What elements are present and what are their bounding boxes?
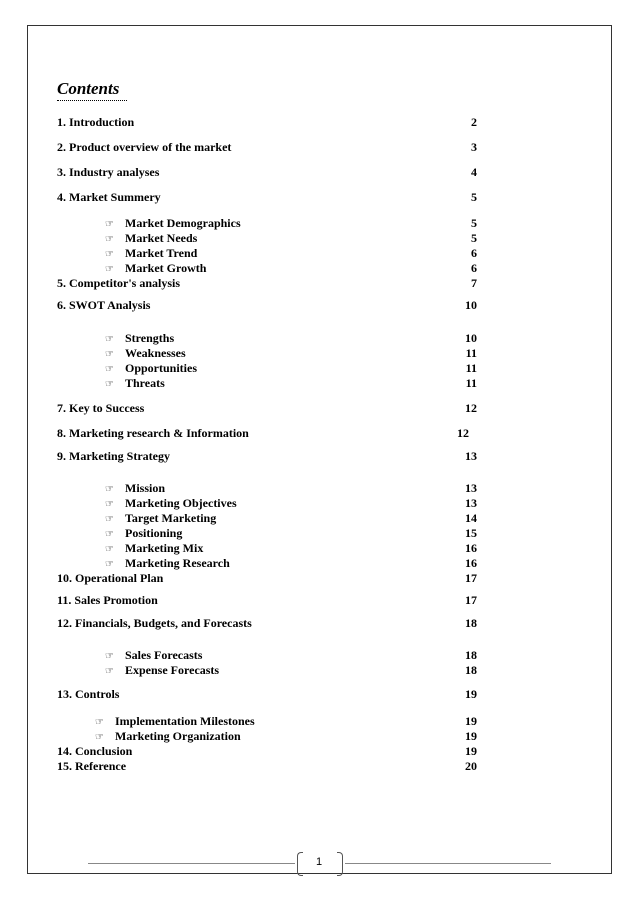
toc-entry-text: Marketing Research [125, 556, 230, 570]
toc-entry-page: 2 [471, 115, 477, 129]
toc-entry-page: 14 [465, 511, 477, 525]
toc-entry-page: 5 [471, 190, 477, 204]
toc-subentry [57, 526, 477, 540]
toc-subentry [57, 231, 477, 245]
toc-entry-page: 19 [465, 714, 477, 728]
footer-rule-right [345, 863, 551, 864]
toc-entry-page: 12 [465, 401, 477, 415]
toc-entry-text: 7. Key to Success [57, 401, 145, 415]
toc-entry-label [57, 759, 126, 773]
toc-entry-page: 13 [465, 496, 477, 510]
pointing-hand-icon: ☞ [105, 334, 114, 345]
toc-entry-text: 9. Marketing Strategy [57, 449, 170, 463]
toc-entry-label [105, 481, 165, 497]
toc-entry [57, 165, 477, 179]
toc-entry-page: 18 [465, 648, 477, 662]
toc-entry-label [57, 115, 134, 129]
toc-subentry [57, 511, 477, 525]
toc-entry-text: Target Marketing [125, 511, 217, 525]
toc-subentry [57, 663, 477, 677]
toc-entry-label [95, 729, 241, 745]
toc-entry-text: 1. Introduction [57, 115, 135, 129]
toc-entry [57, 593, 477, 607]
toc-entry-text: Expense Forecasts [125, 663, 220, 677]
toc-entry-label [105, 648, 202, 664]
toc-entry-label [105, 526, 182, 542]
toc-entry [57, 298, 477, 312]
toc-entry-label [57, 744, 132, 758]
toc-entry [57, 276, 477, 290]
toc-entry-text: Marketing Organization [115, 729, 241, 743]
pointing-hand-icon: ☞ [105, 544, 114, 555]
toc-entry-label [105, 216, 241, 232]
pointing-hand-icon: ☞ [105, 349, 114, 360]
toc-entry-text: Positioning [125, 526, 183, 540]
toc-entry-page: 13 [465, 481, 477, 495]
toc-subentry [57, 361, 477, 375]
toc-subentry [57, 246, 477, 260]
toc-entry-page: 19 [465, 687, 477, 701]
pointing-hand-icon: ☞ [105, 234, 114, 245]
toc-entry-text: Implementation Milestones [115, 714, 255, 728]
toc-entry-label [105, 541, 203, 557]
toc-entry-label [57, 298, 150, 312]
toc-entry-label [105, 496, 237, 512]
pointing-hand-icon: ☞ [105, 499, 114, 510]
pointing-hand-icon: ☞ [105, 249, 114, 260]
pointing-hand-icon: ☞ [105, 559, 114, 570]
toc-subentry [57, 376, 477, 390]
toc-entry-page: 18 [465, 663, 477, 677]
toc-entry-text: 4. Market Summery [57, 190, 161, 204]
toc-entry-label [57, 687, 119, 701]
pointing-hand-icon: ☞ [105, 514, 114, 525]
pointing-hand-icon: ☞ [105, 651, 114, 662]
toc-subentry [57, 648, 477, 662]
toc-entry-text: Market Growth [125, 261, 207, 275]
toc-entry-page: 6 [471, 261, 477, 275]
toc-entry-label [57, 140, 231, 154]
pointing-hand-icon: ☞ [105, 219, 114, 230]
toc-entry [57, 687, 477, 701]
pointing-hand-icon: ☞ [95, 732, 104, 743]
toc-entry-page: 3 [471, 140, 477, 154]
toc-entry-page: 11 [465, 376, 477, 390]
footer-bracket-right [337, 852, 343, 876]
footer-bracket-left [297, 852, 303, 876]
toc-entry-page: 18 [465, 616, 477, 630]
toc-entry-page: 4 [471, 165, 477, 179]
footer-rule-left [88, 863, 295, 864]
toc-entry-label [57, 190, 161, 204]
toc-entry-label [105, 261, 206, 277]
toc-entry-page: 10 [465, 298, 477, 312]
toc-entry-text: 6. SWOT Analysis [57, 298, 151, 312]
page-number: 1 [315, 856, 323, 868]
toc-entry-page: 19 [465, 744, 477, 758]
toc-entry-label [105, 556, 230, 572]
toc-entry-text: Market Demographics [125, 216, 241, 230]
toc-entry-text: 3. Industry analyses [57, 165, 160, 179]
contents-heading: Contents [57, 79, 120, 98]
toc-entry-label [57, 165, 159, 179]
toc-entry-label [105, 361, 197, 377]
toc-subentry [57, 216, 477, 230]
toc-entry-page: 5 [471, 231, 477, 245]
pointing-hand-icon: ☞ [105, 264, 114, 275]
toc-entry-text: Threats [125, 376, 165, 390]
toc-entry-text: Market Trend [125, 246, 198, 260]
toc-entry-label [95, 714, 255, 730]
toc-entry-label [105, 246, 197, 262]
toc-entry-page: 15 [465, 526, 477, 540]
toc-entry-page: 19 [465, 729, 477, 743]
toc-subentry [57, 729, 477, 743]
toc-entry-page: 6 [471, 246, 477, 260]
toc-entry-label [57, 571, 163, 585]
toc-entry [57, 190, 477, 204]
heading-underline [57, 100, 127, 101]
toc-entry-text: 5. Competitor's analysis [57, 276, 180, 290]
toc-entry-text: 12. Financials, Budgets, and Forecasts [57, 616, 252, 630]
toc-entry [57, 744, 477, 758]
toc-entry [57, 140, 477, 154]
toc-entry-text: 10. Operational Plan [57, 571, 164, 585]
toc-entry-label [105, 231, 197, 247]
toc-entry-label [57, 449, 170, 463]
toc-subentry [57, 331, 477, 345]
pointing-hand-icon: ☞ [105, 364, 114, 375]
toc-entry-text: 2. Product overview of the market [57, 140, 232, 154]
toc-entry-page: 10 [465, 331, 477, 345]
toc-entry-text: Opportunities [125, 361, 198, 375]
toc-entry-label [105, 346, 186, 362]
pointing-hand-icon: ☞ [95, 717, 104, 728]
toc-entry [57, 571, 477, 585]
toc-subentry [57, 481, 477, 495]
toc-entry-label [57, 616, 252, 630]
toc-entry-label [57, 593, 158, 607]
toc-entry-label [57, 401, 144, 415]
toc-entry-page: 13 [465, 449, 477, 463]
toc-entry-label [57, 276, 180, 290]
toc-entry-label [57, 426, 249, 440]
toc-subentry [57, 261, 477, 275]
toc-entry-text: Weaknesses [125, 346, 186, 360]
toc-entry-text: Sales Forecasts [125, 648, 203, 662]
toc-entry [57, 426, 477, 440]
toc-entry-text: 11. Sales Promotion [57, 593, 158, 607]
pointing-hand-icon: ☞ [105, 666, 114, 677]
toc-entry-label [105, 376, 165, 392]
toc-entry-text: 15. Reference [57, 759, 127, 773]
toc-entry [57, 759, 477, 773]
toc-entry-page: 16 [465, 541, 477, 555]
toc-entry-text: Marketing Objectives [125, 496, 237, 510]
toc-entry-text: 8. Marketing research & Information [57, 426, 249, 440]
pointing-hand-icon: ☞ [105, 484, 114, 495]
toc-entry [57, 401, 477, 415]
pointing-hand-icon: ☞ [105, 529, 114, 540]
toc-subentry [57, 714, 477, 728]
toc-entry-label [105, 331, 174, 347]
toc-entry-page: 17 [465, 571, 477, 585]
toc-entry-text: Marketing Mix [125, 541, 204, 555]
toc-entry-page: 16 [465, 556, 477, 570]
pointing-hand-icon: ☞ [105, 379, 114, 390]
toc-entry-text: 14. Conclusion [57, 744, 133, 758]
toc-entry [57, 449, 477, 463]
toc-subentry [57, 556, 477, 570]
toc-entry-text: Mission [125, 481, 166, 495]
toc-subentry [57, 541, 477, 555]
toc-entry-page: 11 [465, 361, 477, 375]
toc-entry [57, 115, 477, 129]
toc-entry-page: 17 [465, 593, 477, 607]
toc-subentry [57, 346, 477, 360]
toc-entry-page: 20 [465, 759, 477, 773]
toc-entry-page: 5 [471, 216, 477, 230]
toc-entry [57, 616, 477, 630]
toc-entry-text: Market Needs [125, 231, 198, 245]
toc-entry-text: 13. Controls [57, 687, 120, 701]
toc-entry-label [105, 511, 216, 527]
toc-entry-text: Strengths [125, 331, 175, 345]
toc-entry-label [105, 663, 219, 679]
toc-subentry [57, 496, 477, 510]
toc-entry-page: 11 [465, 346, 477, 360]
toc-entry-page: 12 [457, 426, 469, 440]
toc-entry-page: 7 [471, 276, 477, 290]
